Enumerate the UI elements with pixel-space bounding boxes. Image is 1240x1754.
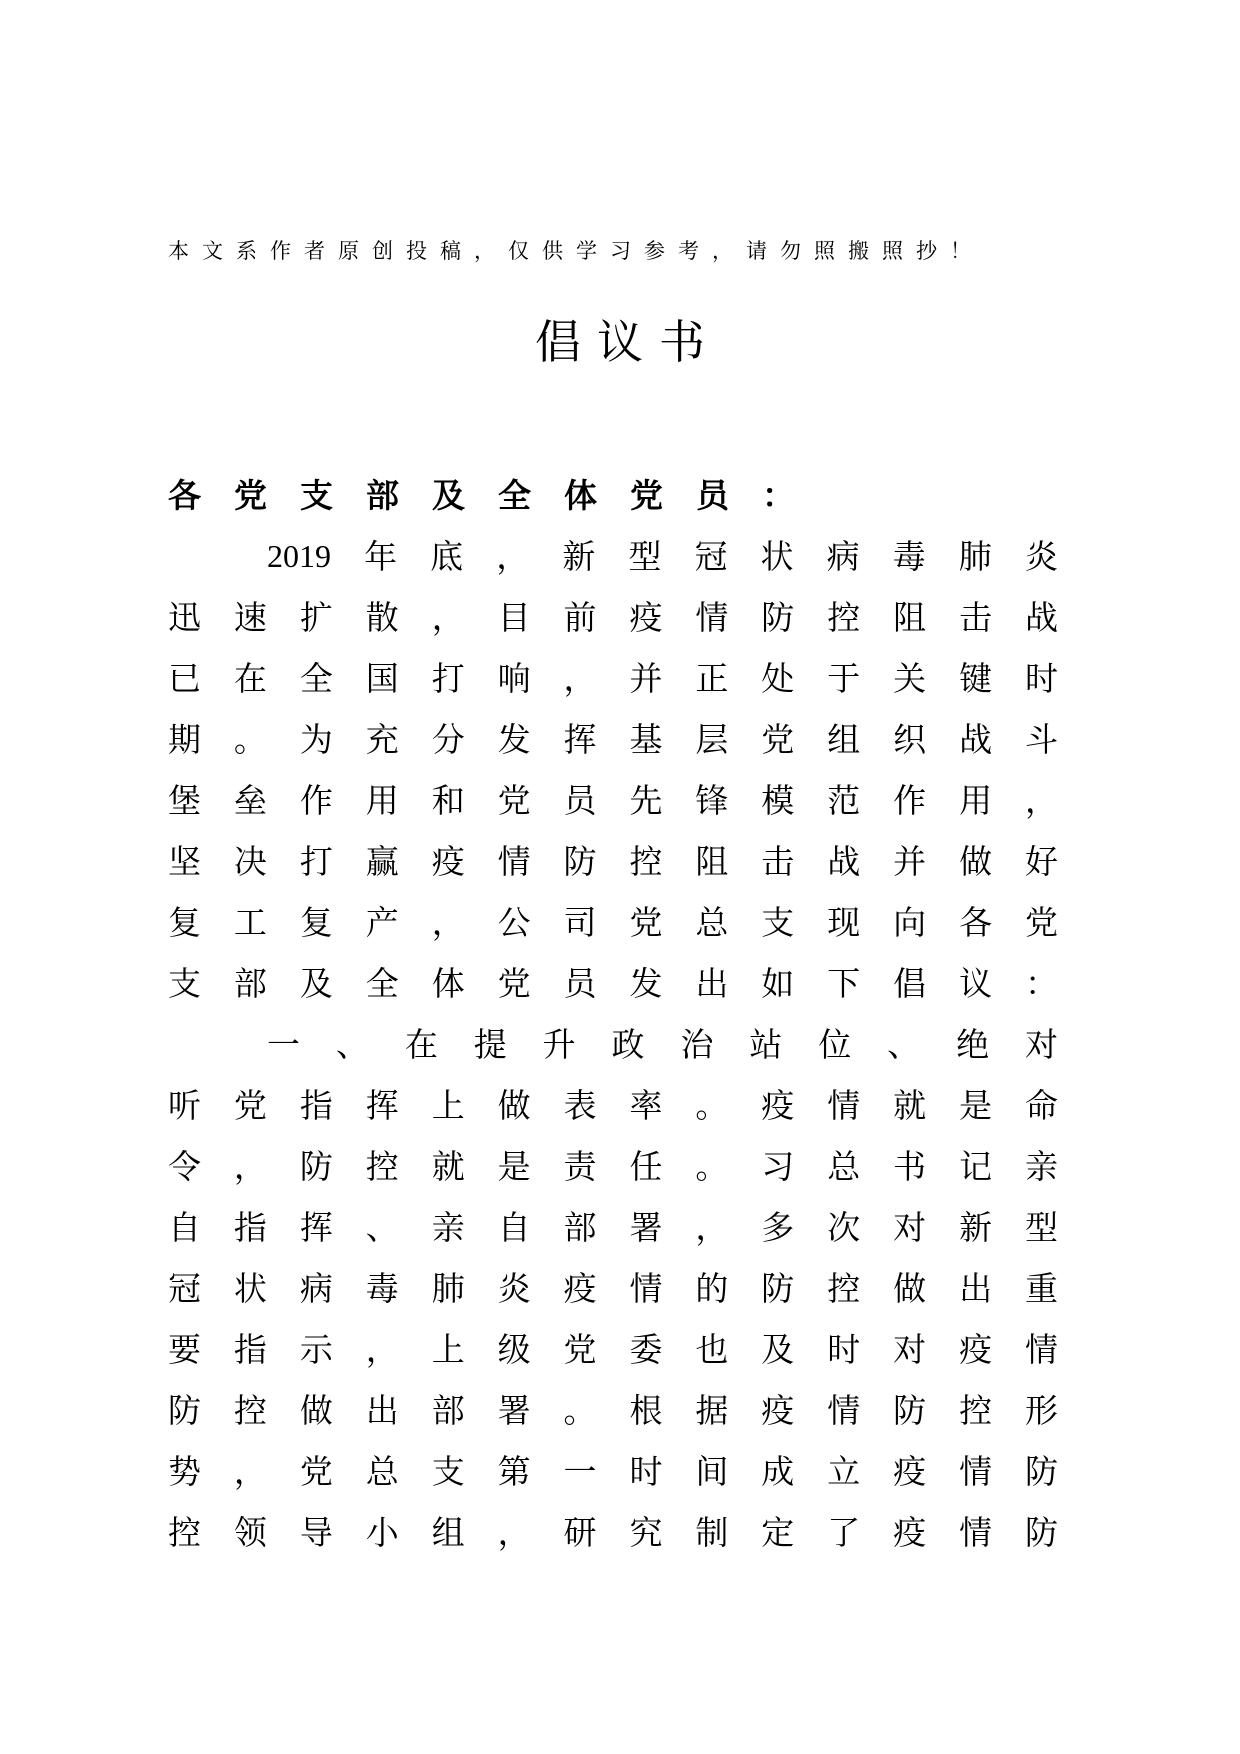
glyph: 做 bbox=[893, 1269, 927, 1308]
glyph: 毒 bbox=[892, 537, 926, 576]
body-line bbox=[168, 1319, 1058, 1380]
glyph: 总 bbox=[695, 903, 729, 942]
glyph: 党 bbox=[761, 720, 795, 759]
glyph: 击 bbox=[761, 842, 795, 881]
glyph: ， bbox=[695, 1208, 729, 1247]
glyph: ： bbox=[1024, 964, 1058, 1003]
glyph: 部 bbox=[233, 964, 267, 1003]
glyph: 并 bbox=[893, 842, 927, 881]
glyph: 阻 bbox=[695, 842, 729, 881]
glyph: 毒 bbox=[365, 1269, 399, 1308]
body-line bbox=[168, 770, 1058, 831]
glyph: 疫 bbox=[959, 1330, 993, 1369]
glyph: 委 bbox=[629, 1330, 663, 1369]
glyph: 在 bbox=[404, 1025, 438, 1064]
glyph: 产 bbox=[365, 903, 399, 942]
glyph: 型 bbox=[628, 537, 662, 576]
glyph: 战 bbox=[959, 720, 993, 759]
glyph: 速 bbox=[233, 598, 267, 637]
glyph: 处 bbox=[761, 659, 795, 698]
glyph: 已 bbox=[168, 659, 201, 698]
glyph: 研 bbox=[563, 1513, 597, 1552]
glyph: 国 bbox=[365, 659, 399, 698]
glyph: 响 bbox=[497, 659, 531, 698]
glyph: 层 bbox=[695, 720, 729, 759]
glyph: 全 bbox=[498, 476, 531, 515]
glyph: 挥 bbox=[365, 1086, 399, 1125]
glyph: 听 bbox=[168, 1086, 201, 1125]
glyph: 时 bbox=[827, 1330, 861, 1369]
glyph: 情 bbox=[827, 1086, 861, 1125]
glyph: 坚 bbox=[168, 842, 201, 881]
glyph: 发 bbox=[497, 720, 531, 759]
document-body bbox=[168, 465, 1058, 1563]
glyph: 在 bbox=[233, 659, 267, 698]
body-line bbox=[168, 526, 1058, 587]
glyph: 员 bbox=[563, 964, 597, 1003]
glyph: 党 bbox=[1024, 903, 1058, 942]
glyph: 年 bbox=[364, 537, 398, 576]
glyph: 炎 bbox=[497, 1269, 531, 1308]
glyph: 肺 bbox=[431, 1269, 465, 1308]
glyph: 部 bbox=[563, 1208, 597, 1247]
glyph: 组 bbox=[827, 720, 861, 759]
glyph: 垒 bbox=[233, 781, 267, 820]
glyph: 新 bbox=[562, 537, 596, 576]
glyph: 体 bbox=[431, 964, 465, 1003]
glyph: ， bbox=[365, 1330, 399, 1369]
glyph: 键 bbox=[959, 659, 993, 698]
copyright-notice: 本文系作者原创投稿，仅供学习参考，请勿照搬照抄！ bbox=[168, 239, 984, 263]
glyph: 支 bbox=[300, 476, 333, 515]
glyph: 指 bbox=[233, 1330, 267, 1369]
glyph: 情 bbox=[959, 1513, 993, 1552]
glyph: 一 bbox=[267, 1025, 300, 1064]
glyph: 范 bbox=[827, 781, 861, 820]
glyph: 分 bbox=[431, 720, 465, 759]
glyph: 扩 bbox=[299, 598, 333, 637]
glyph: 做 bbox=[497, 1086, 531, 1125]
glyph: 复 bbox=[299, 903, 333, 942]
glyph: 议 bbox=[959, 964, 993, 1003]
glyph: ， bbox=[233, 1147, 267, 1186]
glyph: 对 bbox=[893, 1330, 927, 1369]
glyph: 立 bbox=[827, 1452, 861, 1491]
glyph: 发 bbox=[629, 964, 663, 1003]
glyph: 挥 bbox=[563, 720, 597, 759]
glyph: 一 bbox=[563, 1452, 597, 1491]
body-line bbox=[168, 892, 1058, 953]
glyph: 全 bbox=[365, 964, 399, 1003]
document-title: 倡议书 bbox=[535, 315, 721, 369]
glyph: 究 bbox=[629, 1513, 663, 1552]
glyph: 责 bbox=[563, 1147, 597, 1186]
glyph: 用 bbox=[959, 781, 993, 820]
glyph: 和 bbox=[431, 781, 465, 820]
glyph: 是 bbox=[959, 1086, 993, 1125]
glyph: 型 bbox=[1024, 1208, 1058, 1247]
glyph: 小 bbox=[365, 1513, 399, 1552]
glyph: 时 bbox=[1024, 659, 1058, 698]
glyph: 打 bbox=[299, 842, 333, 881]
glyph: 站 bbox=[749, 1025, 783, 1064]
body-line bbox=[168, 1197, 1058, 1258]
glyph: 基 bbox=[629, 720, 663, 759]
glyph: 亲 bbox=[1024, 1147, 1058, 1186]
glyph: 治 bbox=[680, 1025, 714, 1064]
glyph: 命 bbox=[1024, 1086, 1058, 1125]
glyph: 指 bbox=[299, 1086, 333, 1125]
glyph: 领 bbox=[233, 1513, 267, 1552]
glyph: 位 bbox=[818, 1025, 852, 1064]
glyph: 关 bbox=[893, 659, 927, 698]
glyph: 亲 bbox=[431, 1208, 465, 1247]
glyph: 体 bbox=[564, 476, 597, 515]
glyph: 防 bbox=[299, 1147, 333, 1186]
glyph: 形 bbox=[1024, 1391, 1058, 1430]
glyph: 党 bbox=[299, 1452, 333, 1491]
glyph: 导 bbox=[299, 1513, 333, 1552]
body-line bbox=[168, 1441, 1058, 1502]
glyph: ， bbox=[233, 1452, 267, 1491]
glyph: 决 bbox=[233, 842, 267, 881]
glyph: ， bbox=[563, 659, 597, 698]
glyph: 党 bbox=[497, 781, 531, 820]
glyph: 支 bbox=[761, 903, 795, 942]
glyph: 模 bbox=[761, 781, 795, 820]
glyph: 令 bbox=[168, 1147, 201, 1186]
body-line bbox=[168, 1380, 1058, 1441]
glyph: 散 bbox=[365, 598, 399, 637]
glyph: 自 bbox=[497, 1208, 531, 1247]
glyph: 及 bbox=[761, 1330, 795, 1369]
body-line bbox=[168, 648, 1058, 709]
glyph: 上 bbox=[431, 1086, 465, 1125]
glyph: 为 bbox=[299, 720, 333, 759]
glyph: ， bbox=[1024, 781, 1058, 820]
glyph: 书 bbox=[893, 1147, 927, 1186]
glyph: 党 bbox=[629, 903, 663, 942]
glyph: 作 bbox=[299, 781, 333, 820]
glyph: 重 bbox=[1024, 1269, 1058, 1308]
glyph: 控 bbox=[365, 1147, 399, 1186]
glyph: 党 bbox=[563, 1330, 597, 1369]
glyph: 及 bbox=[432, 476, 465, 515]
glyph: 疫 bbox=[563, 1269, 597, 1308]
glyph: 情 bbox=[629, 1269, 663, 1308]
glyph: 出 bbox=[695, 964, 729, 1003]
glyph: 防 bbox=[761, 1269, 795, 1308]
glyph: 并 bbox=[629, 659, 663, 698]
glyph: 织 bbox=[893, 720, 927, 759]
glyph: 防 bbox=[761, 598, 795, 637]
glyph: 战 bbox=[827, 842, 861, 881]
glyph: 新 bbox=[959, 1208, 993, 1247]
glyph: 定 bbox=[761, 1513, 795, 1552]
glyph: 阻 bbox=[893, 598, 927, 637]
glyph: 锋 bbox=[695, 781, 729, 820]
glyph: 期 bbox=[168, 720, 201, 759]
glyph: 习 bbox=[761, 1147, 795, 1186]
glyph: 时 bbox=[629, 1452, 663, 1491]
glyph: 正 bbox=[695, 659, 729, 698]
glyph: 疫 bbox=[761, 1391, 795, 1430]
glyph: 状 bbox=[760, 537, 794, 576]
salutation bbox=[168, 465, 1058, 526]
glyph: 。 bbox=[695, 1086, 729, 1125]
glyph: 控 bbox=[827, 1269, 861, 1308]
glyph: 迅 bbox=[168, 598, 201, 637]
glyph: 上 bbox=[431, 1330, 465, 1369]
body-line bbox=[168, 1258, 1058, 1319]
glyph: 党 bbox=[233, 1086, 267, 1125]
glyph: 防 bbox=[893, 1391, 927, 1430]
glyph: 示 bbox=[299, 1330, 333, 1369]
glyph: 支 bbox=[168, 964, 201, 1003]
glyph: 目 bbox=[497, 598, 531, 637]
glyph: 于 bbox=[827, 659, 861, 698]
glyph: 根 bbox=[629, 1391, 663, 1430]
glyph: 好 bbox=[1024, 842, 1058, 881]
glyph: ： bbox=[762, 476, 795, 515]
glyph: 自 bbox=[168, 1208, 201, 1247]
glyph: 击 bbox=[959, 598, 993, 637]
glyph: 。 bbox=[695, 1147, 729, 1186]
glyph: 全 bbox=[299, 659, 333, 698]
glyph: 第 bbox=[497, 1452, 531, 1491]
body-line bbox=[168, 1502, 1058, 1563]
glyph: 先 bbox=[629, 781, 663, 820]
body-line bbox=[168, 953, 1058, 1014]
glyph: 出 bbox=[959, 1269, 993, 1308]
glyph: 是 bbox=[497, 1147, 531, 1186]
glyph: 。 bbox=[233, 720, 267, 759]
glyph: ， bbox=[496, 537, 530, 576]
glyph: 升 bbox=[542, 1025, 576, 1064]
glyph: 提 bbox=[473, 1025, 507, 1064]
glyph: 司 bbox=[563, 903, 597, 942]
glyph: 控 bbox=[959, 1391, 993, 1430]
glyph: 防 bbox=[1024, 1513, 1058, 1552]
glyph: 要 bbox=[168, 1330, 201, 1369]
body-line bbox=[168, 587, 1058, 648]
glyph: 支 bbox=[431, 1452, 465, 1491]
glyph: 据 bbox=[695, 1391, 729, 1430]
glyph: 就 bbox=[893, 1086, 927, 1125]
glyph: ， bbox=[431, 598, 465, 637]
glyph: 向 bbox=[893, 903, 927, 942]
glyph: 底 bbox=[430, 537, 464, 576]
glyph: 。 bbox=[563, 1391, 597, 1430]
glyph: 率 bbox=[629, 1086, 663, 1125]
glyph: 打 bbox=[431, 659, 465, 698]
glyph: 对 bbox=[1024, 1025, 1058, 1064]
glyph: 、 bbox=[335, 1025, 369, 1064]
glyph: 党 bbox=[630, 476, 663, 515]
glyph: 用 bbox=[365, 781, 399, 820]
glyph: 状 bbox=[233, 1269, 267, 1308]
glyph: 员 bbox=[563, 781, 597, 820]
glyph: 级 bbox=[497, 1330, 531, 1369]
glyph: 出 bbox=[365, 1391, 399, 1430]
glyph: 指 bbox=[233, 1208, 267, 1247]
glyph: 做 bbox=[299, 1391, 333, 1430]
glyph: 、 bbox=[887, 1025, 921, 1064]
glyph: 炎 bbox=[1024, 537, 1058, 576]
glyph: 情 bbox=[827, 1391, 861, 1430]
glyph: 署 bbox=[497, 1391, 531, 1430]
body-line bbox=[168, 1014, 1058, 1075]
glyph: 就 bbox=[431, 1147, 465, 1186]
glyph: 次 bbox=[827, 1208, 861, 1247]
glyph: 做 bbox=[959, 842, 993, 881]
glyph: 前 bbox=[563, 598, 597, 637]
glyph: 任 bbox=[629, 1147, 663, 1186]
glyph: 组 bbox=[431, 1513, 465, 1552]
glyph: 总 bbox=[365, 1452, 399, 1491]
glyph: 情 bbox=[1024, 1330, 1058, 1369]
body-line bbox=[168, 1075, 1058, 1136]
glyph: 记 bbox=[959, 1147, 993, 1186]
glyph: 成 bbox=[761, 1452, 795, 1491]
glyph: 2019 bbox=[267, 538, 331, 574]
glyph: 各 bbox=[168, 476, 201, 515]
glyph: 、 bbox=[365, 1208, 399, 1247]
glyph: 复 bbox=[168, 903, 201, 942]
glyph: 斗 bbox=[1024, 720, 1058, 759]
glyph: 工 bbox=[233, 903, 267, 942]
glyph: 疫 bbox=[431, 842, 465, 881]
glyph: 署 bbox=[629, 1208, 663, 1247]
glyph: 的 bbox=[695, 1269, 729, 1308]
glyph: 政 bbox=[611, 1025, 645, 1064]
glyph: 充 bbox=[365, 720, 399, 759]
body-line bbox=[168, 709, 1058, 770]
glyph: 公 bbox=[497, 903, 531, 942]
glyph: 多 bbox=[761, 1208, 795, 1247]
glyph: 各 bbox=[959, 903, 993, 942]
glyph: 倡 bbox=[893, 964, 927, 1003]
glyph: 控 bbox=[629, 842, 663, 881]
glyph: 情 bbox=[695, 598, 729, 637]
glyph: 控 bbox=[168, 1513, 201, 1552]
glyph: 防 bbox=[1024, 1452, 1058, 1491]
glyph: 党 bbox=[234, 476, 267, 515]
glyph: 党 bbox=[497, 964, 531, 1003]
glyph: 现 bbox=[827, 903, 861, 942]
glyph: 表 bbox=[563, 1086, 597, 1125]
glyph: 疫 bbox=[893, 1452, 927, 1491]
glyph: 肺 bbox=[958, 537, 992, 576]
glyph: 控 bbox=[233, 1391, 267, 1430]
glyph: 冠 bbox=[694, 537, 728, 576]
glyph: 了 bbox=[827, 1513, 861, 1552]
glyph: 情 bbox=[497, 842, 531, 881]
glyph: 病 bbox=[826, 537, 860, 576]
glyph: 总 bbox=[827, 1147, 861, 1186]
glyph: 作 bbox=[893, 781, 927, 820]
body-line bbox=[168, 831, 1058, 892]
glyph: 间 bbox=[695, 1452, 729, 1491]
glyph: 也 bbox=[695, 1330, 729, 1369]
glyph: 制 bbox=[695, 1513, 729, 1552]
glyph: 堡 bbox=[168, 781, 201, 820]
glyph: 对 bbox=[893, 1208, 927, 1247]
glyph: 下 bbox=[827, 964, 861, 1003]
glyph: 部 bbox=[366, 476, 399, 515]
glyph: 赢 bbox=[365, 842, 399, 881]
glyph: 绝 bbox=[956, 1025, 990, 1064]
glyph: 疫 bbox=[893, 1513, 927, 1552]
glyph: 疫 bbox=[761, 1086, 795, 1125]
glyph: 冠 bbox=[168, 1269, 201, 1308]
glyph: 控 bbox=[827, 598, 861, 637]
glyph: 及 bbox=[299, 964, 333, 1003]
glyph: 战 bbox=[1024, 598, 1058, 637]
glyph: 如 bbox=[761, 964, 795, 1003]
glyph: ， bbox=[497, 1513, 531, 1552]
glyph: 疫 bbox=[629, 598, 663, 637]
glyph: 部 bbox=[431, 1391, 465, 1430]
glyph: 员 bbox=[696, 476, 729, 515]
glyph: 病 bbox=[299, 1269, 333, 1308]
glyph: 防 bbox=[168, 1391, 201, 1430]
glyph: 势 bbox=[168, 1452, 201, 1491]
body-line bbox=[168, 1136, 1058, 1197]
glyph: ， bbox=[431, 903, 465, 942]
glyph: 情 bbox=[959, 1452, 993, 1491]
glyph: 防 bbox=[563, 842, 597, 881]
glyph: 挥 bbox=[299, 1208, 333, 1247]
